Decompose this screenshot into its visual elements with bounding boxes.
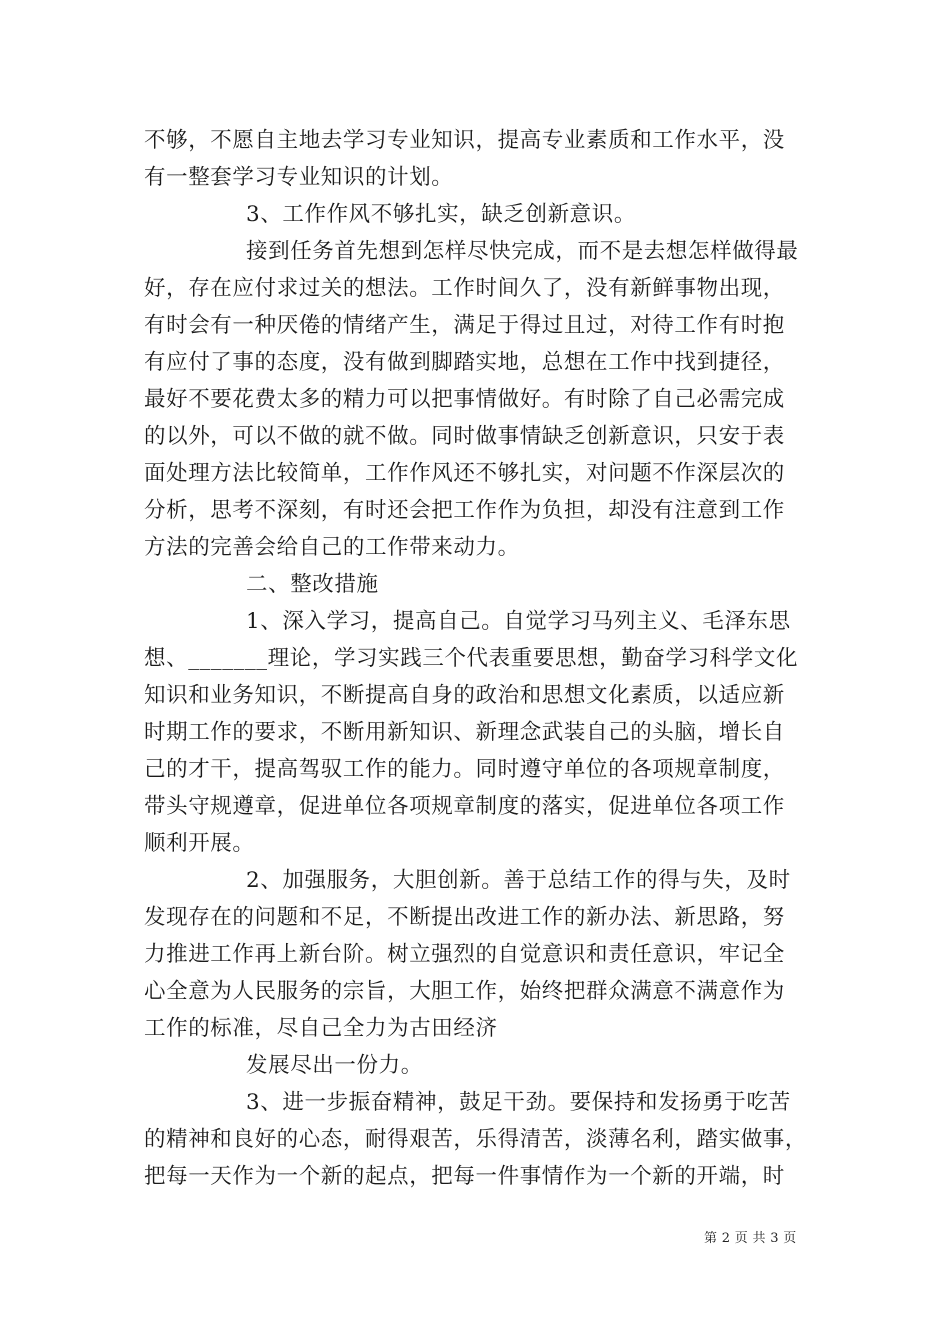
- text-line: 最好不要花费太多的精力可以把事情做好。有时除了自己必需完成: [144, 387, 785, 412]
- text-line: 3、工作作风不够扎实，缺乏创新意识。: [246, 202, 636, 227]
- paragraph-service: [144, 862, 810, 1047]
- paragraph-study: [144, 603, 810, 862]
- text-line: 想、_______理论，学习实践三个代表重要思想，勤奋学习科学文化: [144, 646, 799, 671]
- text-line: 好，存在应付求过关的想法。工作时间久了，没有新鲜事物出现，: [144, 276, 785, 301]
- text-line: 的精神和良好的心态，耐得艰苦，乐得清苦，淡薄名利，踏实做事，: [144, 1127, 808, 1152]
- paragraph-spirit: [144, 1084, 810, 1195]
- text-line: 时期工作的要求，不断用新知识、新理念武装自己的头脑，增长自: [144, 720, 785, 745]
- text-line: 知识和业务知识，不断提高自身的政治和思想文化素质，以适应新: [144, 683, 785, 708]
- text-line: 的以外，可以不做的就不做。同时做事情缺乏创新意识，只安于表: [144, 424, 785, 449]
- paragraph-1: [144, 122, 810, 196]
- text-line: 二、整改措施: [246, 572, 379, 597]
- text-line: 面处理方法比较简单，工作作风还不够扎实，对问题不作深层次的: [144, 461, 785, 486]
- paragraph-work-style: [144, 233, 810, 566]
- paragraph-service-continued: [144, 1047, 810, 1084]
- text-line: 有时会有一种厌倦的情绪产生，满足于得过且过，对待工作有时抱: [144, 313, 785, 338]
- page-number-footer: 第 2 页 共 3 页: [704, 1231, 797, 1246]
- text-line: 分析，思考不深刻，有时还会把工作作为负担，却没有注意到工作: [144, 498, 785, 523]
- text-line: 方法的完善会给自己的工作带来动力。: [144, 535, 520, 560]
- text-line: 己的才干，提高驾驭工作的能力。同时遵守单位的各项规章制度，: [144, 757, 785, 782]
- section-heading-rectification: [144, 566, 810, 603]
- subheading-work-style: [144, 196, 810, 233]
- text-line: 把每一天作为一个新的起点，把每一件事情作为一个新的开端，时: [144, 1164, 785, 1189]
- text-line: 3、进一步振奋精神，鼓足干劲。要保持和发扬勇于吃苦: [246, 1090, 791, 1115]
- text-line: 2、加强服务，大胆创新。善于总结工作的得与失，及时: [246, 868, 791, 893]
- document-body: [144, 122, 810, 1195]
- text-line: 带头守规遵章，促进单位各项规章制度的落实，促进单位各项工作: [144, 794, 785, 819]
- text-line: 发现存在的问题和不足，不断提出改进工作的新办法、新思路，努: [144, 905, 785, 930]
- text-line: 工作的标准，尽自己全力为古田经济: [144, 1016, 498, 1041]
- text-line: 接到任务首先想到怎样尽快完成，而不是去想怎样做得最: [246, 239, 799, 264]
- text-line: 发展尽出一份力。: [246, 1053, 423, 1078]
- text-line: 有一整套学习专业知识的计划。: [144, 165, 454, 190]
- text-line: 不够，不愿自主地去学习专业知识，提高专业素质和工作水平，没: [144, 128, 785, 153]
- text-line: 1、深入学习，提高自己。自觉学习马列主义、毛泽东思: [246, 609, 791, 634]
- text-line: 有应付了事的态度，没有做到脚踏实地，总想在工作中找到捷径，: [144, 350, 785, 375]
- text-line: 顺利开展。: [144, 831, 255, 856]
- text-line: 心全意为人民服务的宗旨，大胆工作，始终把群众满意不满意作为: [144, 979, 785, 1004]
- text-line: 力推进工作再上新台阶。树立强烈的自觉意识和责任意识，牢记全: [144, 942, 785, 967]
